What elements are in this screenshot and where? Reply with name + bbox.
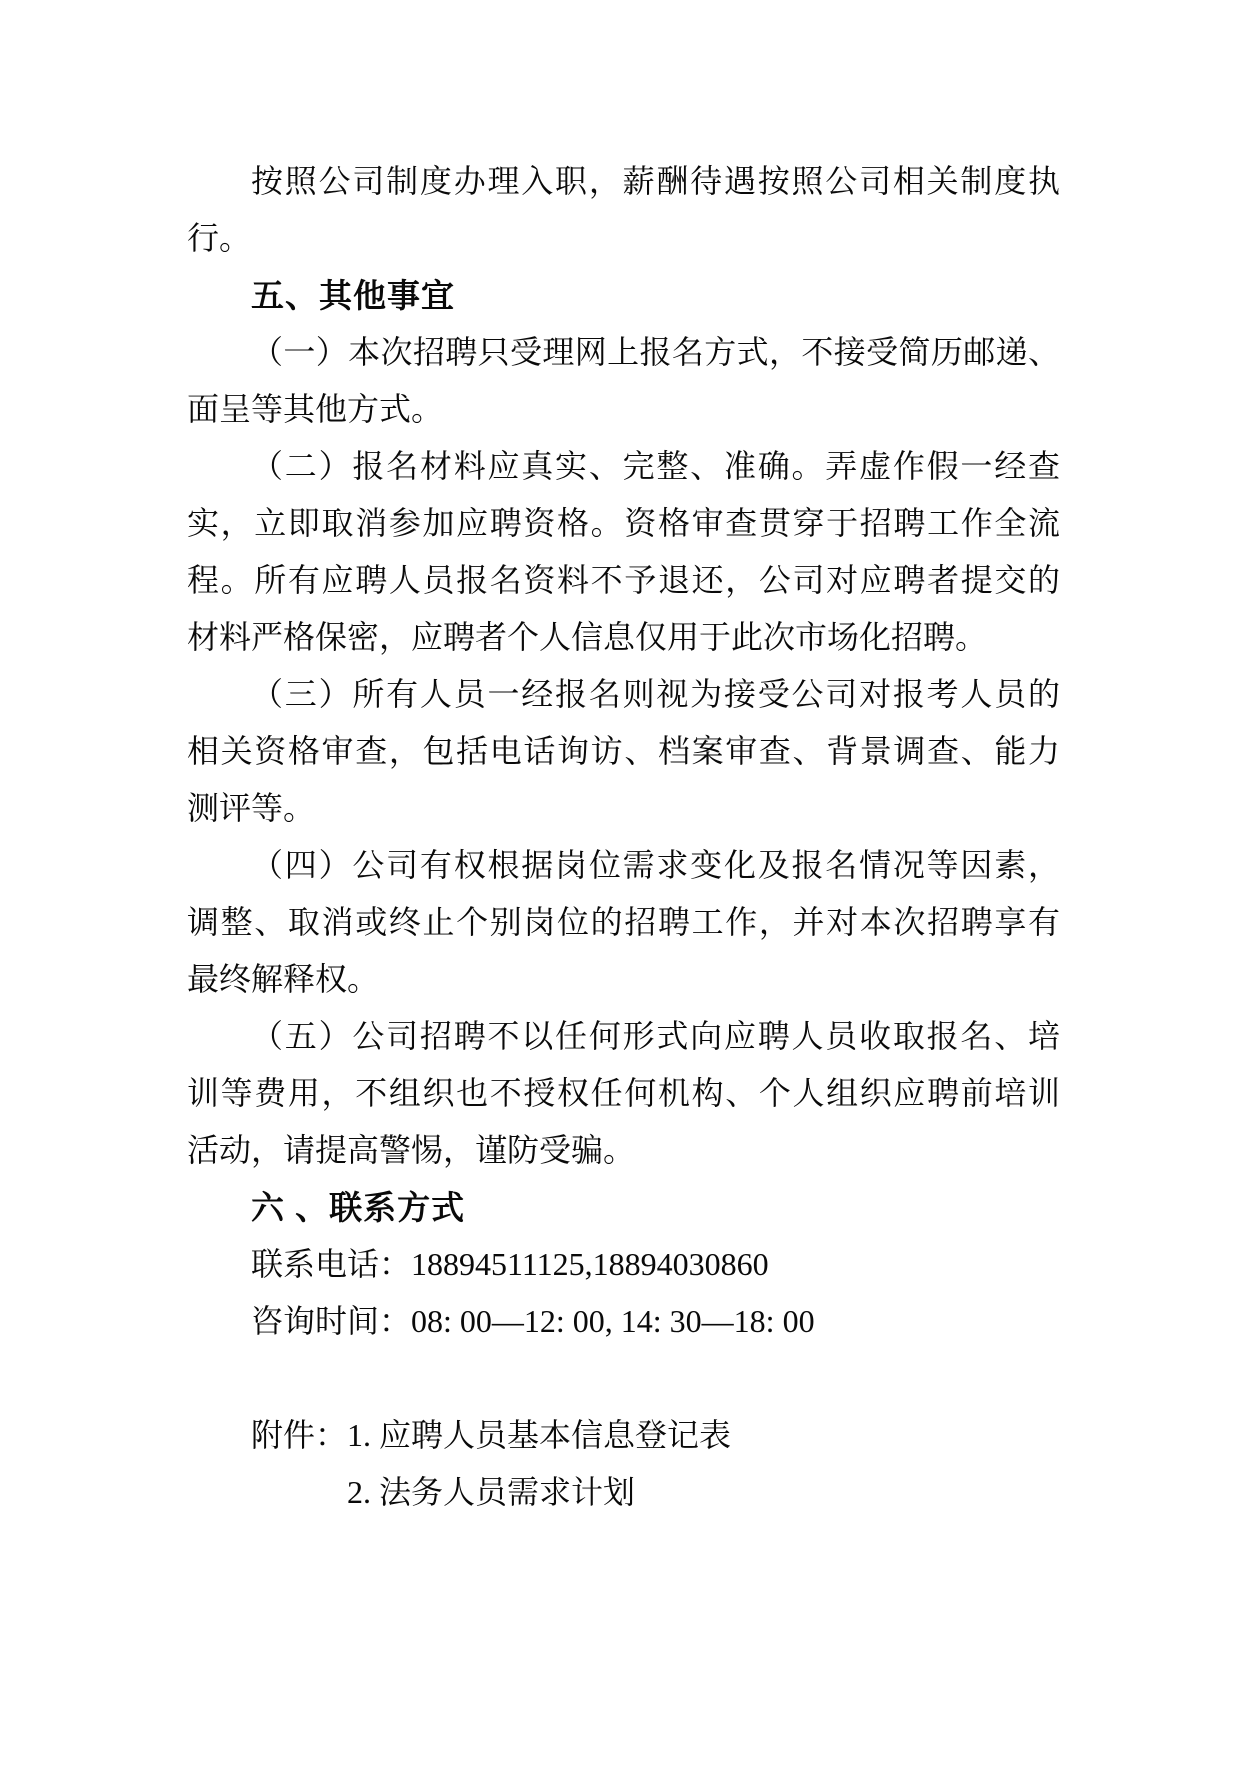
text-line: 实，立即取消参加应聘资格。资格审查贯穿于招聘工作全流 bbox=[187, 505, 1060, 541]
text-line: 调整、取消或终止个别岗位的招聘工作，并对本次招聘享有 bbox=[187, 904, 1060, 940]
text-line: 面呈等其他方式。 bbox=[187, 391, 444, 427]
text-line: 程。所有应聘人员报名资料不予退还，公司对应聘者提交的 bbox=[187, 562, 1060, 598]
blank-line bbox=[187, 1350, 1060, 1407]
text-line: （一）本次招聘只受理网上报名方式，不接受简历邮递、 bbox=[251, 334, 1060, 370]
text-line: 按照公司制度办理入职，薪酬待遇按照公司相关制度执 bbox=[251, 163, 1060, 199]
document-body bbox=[187, 153, 1060, 1521]
text-line: （四）公司有权根据岗位需求变化及报名情况等因素， bbox=[251, 847, 1060, 883]
text-line: 测评等。 bbox=[187, 790, 316, 826]
text-line: 材料严格保密，应聘者个人信息仅用于此次市场化招聘。 bbox=[187, 619, 988, 655]
text-line: 相关资格审查，包括电话询访、档案审查、背景调查、能力 bbox=[187, 733, 1060, 769]
text-line: （二）报名材料应真实、完整、准确。弄虚作假一经查 bbox=[251, 448, 1060, 484]
section-heading: 五、其他事宜 bbox=[251, 277, 455, 314]
text-line: 活动，请提高警惕，谨防受骗。 bbox=[187, 1132, 636, 1168]
text-line: 最终解释权。 bbox=[187, 961, 380, 997]
text-line: 2. 法务人员需求计划 bbox=[347, 1474, 636, 1510]
text-line: 联系电话：18894511125,18894030860 bbox=[251, 1246, 769, 1282]
section-heading: 六 、联系方式 bbox=[251, 1189, 466, 1226]
text-line: 咨询时间：08: 00—12: 00, 14: 30—18: 00 bbox=[251, 1303, 815, 1339]
text-line: （三）所有人员一经报名则视为接受公司对报考人员的 bbox=[251, 676, 1060, 712]
text-line: （五）公司招聘不以任何形式向应聘人员收取报名、培 bbox=[251, 1018, 1060, 1054]
text-line: 附件：1. 应聘人员基本信息登记表 bbox=[251, 1417, 732, 1453]
text-line: 训等费用，不组织也不授权任何机构、个人组织应聘前培训 bbox=[187, 1075, 1060, 1111]
text-line: 行。 bbox=[187, 220, 252, 256]
